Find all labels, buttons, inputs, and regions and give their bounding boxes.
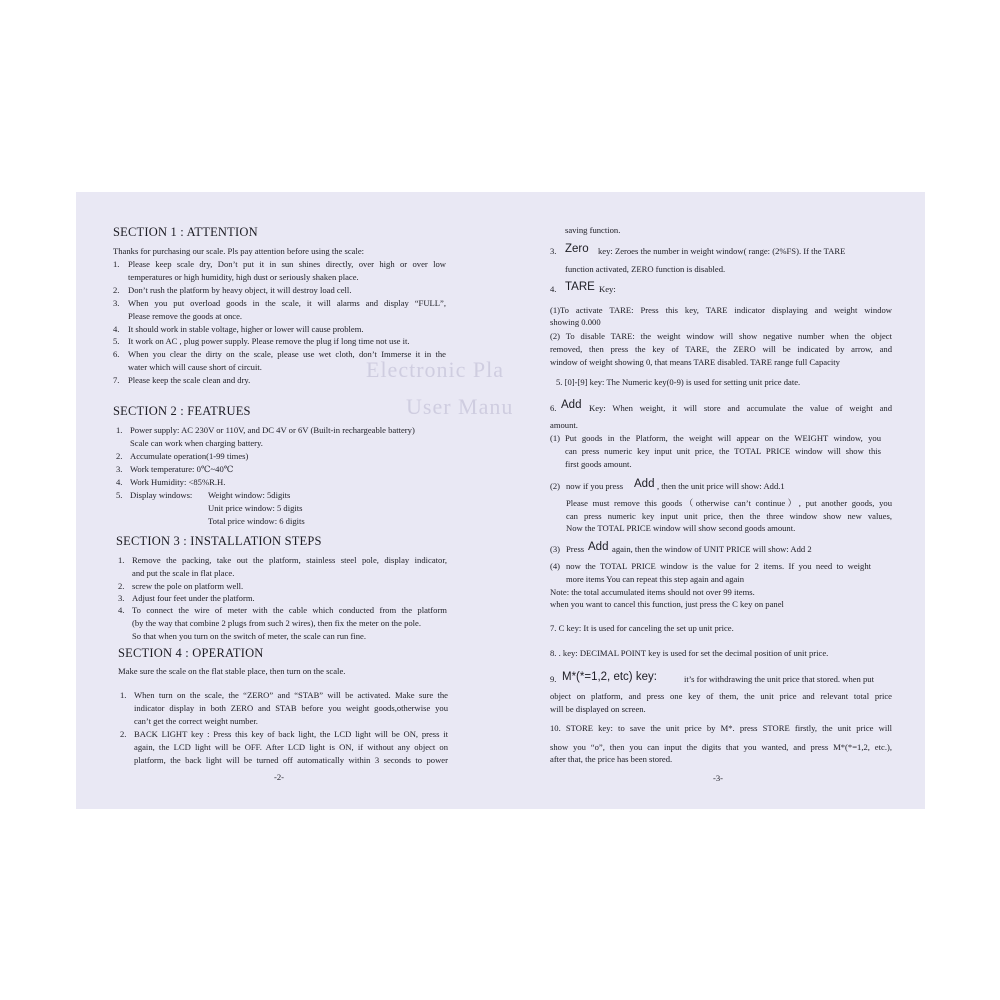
tare-text: removed, then press the key of TARE, the ZERO will be indicated by arrow, and (550, 344, 892, 354)
list-number: 3. (118, 593, 125, 603)
sub-number: (1) (550, 433, 561, 443)
list-item: Power supply: AC 230V or 110V, and DC 4V or 6V (Built-in rechargeable battery) (130, 425, 415, 435)
decimal-key-text: 8. . key: DECIMAL POINT key is used for set the decimal position of unit price. (550, 648, 829, 658)
list-number: 2. (113, 285, 120, 295)
list-item: To connect the wire of meter with the cable which conducted from the platform (132, 605, 447, 615)
sub-number: (4) (550, 561, 561, 571)
section-2-title: SECTION 2 : FEATRUES (113, 404, 251, 418)
add-step-2-text: Please must remove this goods（otherwise can’t continue）, put another goods, you (566, 498, 892, 508)
list-item: When you clear the dirty on the scale, please use wet cloth, don’t Immerse it in the (128, 349, 446, 359)
list-item: Adjust four feet under the platform. (132, 593, 255, 603)
list-item: It should work in stable voltage, higher or lower will cause problem. (128, 324, 364, 334)
add-key-label: Add (561, 399, 582, 411)
list-item-cont: and put the scale in flat place. (132, 568, 235, 578)
store-key-text-cont: after that, the price has been stored. (550, 754, 673, 764)
add-step-2-post: , then the unit price will show: Add.1 (657, 481, 785, 491)
continued-text: saving function. (565, 225, 621, 235)
section-4-title: SECTION 4 : OPERATION (118, 646, 264, 660)
c-key-text: 7. C key: It is used for canceling the set up unit price. (550, 623, 734, 633)
list-item-cont: can’t get the correct weight number. (134, 716, 258, 726)
add-step-2-pre: now if you press (566, 481, 624, 491)
list-item: Remove the packing, take out the platform, stainless steel pole, display indicator, (132, 555, 447, 565)
list-item: Work Humidity: <85%R.H. (130, 477, 226, 487)
list-number: 7. (113, 375, 120, 385)
item-number: 4. (550, 284, 557, 294)
list-number: 5. (113, 336, 120, 346)
list-number: 1. (118, 555, 125, 565)
store-key-text: 10. STORE key: to save the unit price by M*. press STORE firstly, the unit price will (550, 723, 892, 733)
list-number: 1. (120, 690, 127, 700)
m-key-text-cont: object on platform, and press one key of them, the unit price and relevant total price (550, 691, 892, 701)
list-item: Display windows: (130, 490, 193, 500)
list-item: Work temperature: 0℃~40℃ (130, 464, 234, 474)
list-item: Please keep scale dry, Don’t put it in sun shines directly, over high or over low (128, 259, 446, 269)
display-window-weight: Weight window: 5digits (208, 490, 291, 500)
list-item-cont: (by the way that combine 2 plugs from such 2 wires), then fix the meter on the pole. (132, 618, 422, 628)
tare-key-label: TARE (565, 281, 595, 293)
add-step-2-text: Now the TOTAL PRICE window will show second goods amount. (566, 523, 796, 533)
right-page (500, 192, 925, 809)
m-key-text-cont: will be displayed on screen. (550, 704, 646, 714)
list-number: 3. (113, 298, 120, 308)
list-item-cont: indicator display in both ZERO and STAB before you weight goods,otherwise you (134, 703, 448, 713)
list-item: Accumulate operation(1-99 times) (130, 451, 249, 461)
list-item-cont: platform, the back light will be turned off automatically within 3 seconds to power (134, 755, 448, 765)
add-step-4-text: more items You can repeat this step again and again (566, 574, 745, 584)
tare-text: window of weight showing 0, that means TARE disabled. TARE range full Capacity (550, 357, 840, 367)
list-item-cont: water which will cause short of circuit. (128, 362, 262, 372)
add-key-text-cont: amount. (550, 420, 578, 430)
numeric-key-text: 5. [0]-[9] key: The Numeric key(0-9) is used for setting unit price date. (556, 377, 801, 387)
sub-number: (2) (550, 481, 561, 491)
list-number: 2. (116, 451, 123, 461)
tare-text: (2) To disable TARE: the weight window will show negative number when the object (550, 331, 892, 341)
list-item-cont: So that when you turn on the switch of meter, the scale can run fine. (132, 631, 367, 641)
left-page (76, 192, 500, 809)
list-item: BACK LIGHT key : Press this key of back light, the LCD light will be ON, press it (134, 729, 448, 739)
section-4-intro: Make sure the scale on the flat stable place, then turn on the scale. (118, 666, 346, 676)
list-number: 1. (116, 425, 123, 435)
list-item-cont: Scale can work when charging battery. (130, 438, 263, 448)
page-number-right: -3- (713, 773, 724, 783)
item-number: 3. (550, 246, 557, 256)
list-number: 6. (113, 349, 120, 359)
list-item-cont: Please remove the goods at once. (128, 311, 243, 321)
showthrough-text-1: Electronic Pla (366, 357, 505, 382)
m-key-label: M*(*=1,2, etc) key: (562, 671, 657, 683)
list-number: 4. (116, 477, 123, 487)
tare-text: (1)To activate TARE: Press this key, TARE indicator displaying and weight window (550, 305, 892, 315)
list-item: When you put overload goods in the scale, it will alarms and display “FULL”, (128, 298, 446, 308)
zero-key-text-cont: function activated, ZERO function is disabled. (565, 264, 726, 274)
item-number: 6. (550, 403, 557, 413)
add-step-3-pre: Press (566, 544, 585, 554)
add-step-2-text: can press numeric key input unit price, then the three window show new values, (566, 511, 892, 521)
note-text: when you want to cancel this function, just press the C key on panel (550, 599, 784, 609)
list-item-cont: temperatures or high humidity, high dust or seriously shaken place. (128, 272, 359, 282)
item-number: 9. (550, 674, 557, 684)
page-number-left: -2- (274, 772, 285, 782)
manual-sheet (76, 192, 925, 809)
list-item: Please keep the scale clean and dry. (128, 375, 251, 385)
note-text: Note: the total accumulated items should not over 99 items. (550, 587, 755, 597)
store-key-text-cont: show you “o”, then you can input the digits that you wanted, and press M*(*=1,2, etc.), (550, 742, 892, 752)
list-number: 2. (118, 581, 125, 591)
list-number: 4. (113, 324, 120, 334)
display-window-unit-price: Unit price window: 5 digits (208, 503, 303, 513)
add-step-3-post: again, then the window of UNIT PRICE will show: Add 2 (612, 544, 812, 554)
add-key-inline: Add (588, 541, 609, 553)
sub-number: (3) (550, 544, 561, 554)
list-number: 4. (118, 605, 125, 615)
list-number: 3. (116, 464, 123, 474)
section-1-title: SECTION 1 : ATTENTION (113, 225, 258, 239)
add-step-1-cont: first goods amount. (565, 459, 632, 469)
tare-text: showing 0.000 (550, 317, 601, 327)
list-item: Don’t rush the platform by heavy object, it will destroy load cell. (128, 285, 352, 295)
list-item: screw the pole on platform well. (132, 581, 244, 591)
add-key-text: Key: When weight, it will store and accumulate the value of weight and (589, 403, 892, 413)
m-key-text: it’s for withdrawing the unit price that stored. when put (684, 674, 874, 684)
tare-key-suffix: Key: (599, 284, 616, 294)
list-item: When turn on the scale, the “ZERO” and “STAB” will be activated. Make sure the (134, 690, 448, 700)
showthrough-text-2: User Manu (406, 394, 514, 419)
display-window-total-price: Total price window: 6 digits (208, 516, 305, 526)
add-key-inline: Add (634, 478, 655, 490)
add-step-1-cont: can press numeric key input unit price, the TOTAL PRICE window will show this (565, 446, 881, 456)
add-step-4-text: now the TOTAL PRICE window is the value for 2 items. If you need to weight (566, 561, 871, 571)
zero-key-label: Zero (565, 243, 589, 255)
list-item: It work on AC , plug power supply. Please remove the plug if long time not use it. (128, 336, 410, 346)
section-1-intro: Thanks for purchasing our scale. Pls pay attention before using the scale: (113, 246, 365, 256)
add-step-1: Put goods in the Platform, the weight will appear on the WEIGHT window, you (565, 433, 881, 443)
list-number: 2. (120, 729, 127, 739)
list-item-cont: again, the LCD light will be OFF. After LCD light is ON, if without any object on (134, 742, 448, 752)
list-number: 5. (116, 490, 123, 500)
zero-key-text: key: Zeroes the number in weight window( range: (2%FS). If the TARE (598, 246, 846, 256)
section-3-title: SECTION 3 : INSTALLATION STEPS (116, 534, 322, 548)
list-number: 1. (113, 259, 120, 269)
